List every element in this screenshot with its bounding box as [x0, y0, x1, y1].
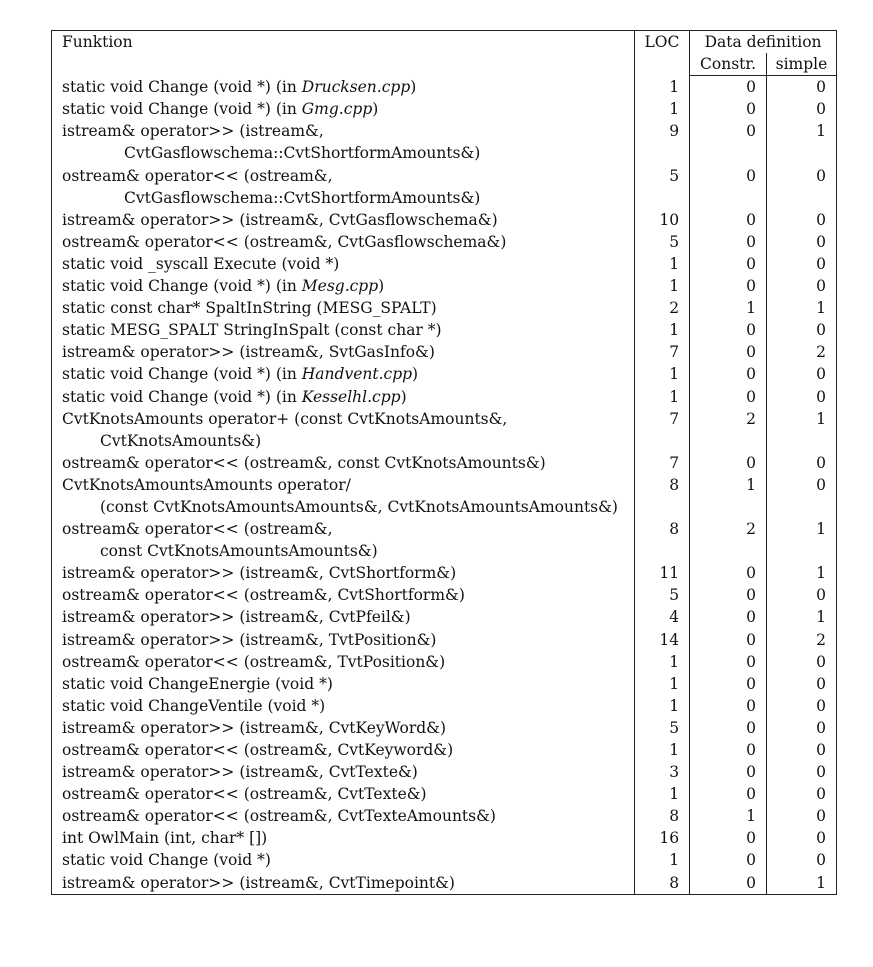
simple-cell: 0 [766, 651, 836, 673]
function-cell [52, 872, 635, 895]
function-cell [52, 673, 635, 695]
table-row [52, 606, 837, 628]
function-signature: int OwlMain (int, char* []) [62, 829, 268, 848]
function-signature: static void Change (void *) (in [62, 387, 302, 406]
function-signature: static void Change (void *) (in [62, 365, 302, 384]
table-row [52, 629, 837, 651]
table-row [52, 363, 837, 385]
function-signature-continuation: CvtGasflowschema::CvtShortformAmounts&) [124, 188, 481, 207]
simple-cell: 0 [766, 805, 836, 827]
loc-cell: 1 [634, 275, 689, 297]
table-row [52, 805, 837, 827]
function-cell [52, 275, 635, 297]
constr-cell: 0 [690, 695, 767, 717]
function-cell [52, 76, 635, 99]
header-constr: Constr. [690, 53, 767, 76]
loc-cell: 11 [634, 562, 689, 584]
function-cell [52, 363, 635, 385]
constr-cell: 0 [690, 452, 767, 474]
loc-cell: 5 [634, 165, 689, 209]
simple-cell: 0 [766, 783, 836, 805]
function-cell [52, 629, 635, 651]
loc-cell: 8 [634, 518, 689, 562]
table-row [52, 386, 837, 408]
table-row [52, 231, 837, 253]
function-cell [52, 783, 635, 805]
source-file-name: Drucksen.cpp [301, 77, 411, 96]
simple-cell: 2 [766, 629, 836, 651]
function-signature: static void Change (void *) [62, 851, 271, 870]
function-signature-tail: ) [372, 100, 379, 119]
constr-cell: 0 [690, 872, 767, 895]
function-cell [52, 209, 635, 231]
constr-cell: 0 [690, 629, 767, 651]
table-row [52, 849, 837, 871]
constr-cell: 0 [690, 827, 767, 849]
constr-cell: 0 [690, 275, 767, 297]
constr-cell: 0 [690, 363, 767, 385]
function-signature: istream& operator>> (istream&, [62, 122, 324, 141]
table-row [52, 408, 837, 452]
constr-cell: 0 [690, 98, 767, 120]
table-row [52, 673, 837, 695]
function-signature: istream& operator>> (istream&, CvtPfeil&) [62, 608, 411, 627]
constr-cell: 1 [690, 474, 767, 518]
simple-cell: 0 [766, 98, 836, 120]
loc-cell: 5 [634, 717, 689, 739]
function-signature-continuation: CvtKnotsAmounts&) [100, 431, 262, 450]
constr-cell: 0 [690, 341, 767, 363]
loc-cell: 1 [634, 783, 689, 805]
function-signature: istream& operator>> (istream&, CvtShortform&) [62, 564, 457, 583]
function-signature-tail: ) [412, 365, 419, 384]
constr-cell: 0 [690, 386, 767, 408]
source-file-name: Kesselhl.cpp [301, 387, 401, 406]
simple-cell: 0 [766, 827, 836, 849]
function-signature: CvtKnotsAmountsAmounts operator/ [62, 475, 351, 494]
function-signature: istream& operator>> (istream&, CvtTimepoint&) [62, 873, 455, 892]
function-cell [52, 717, 635, 739]
function-cell [52, 408, 635, 452]
table-row [52, 474, 837, 518]
simple-cell: 0 [766, 717, 836, 739]
simple-cell: 1 [766, 872, 836, 895]
function-signature: ostream& operator<< (ostream&, CvtShortform&) [62, 586, 465, 605]
constr-cell: 0 [690, 783, 767, 805]
loc-cell: 7 [634, 408, 689, 452]
constr-cell: 0 [690, 651, 767, 673]
function-cell [52, 165, 635, 209]
header-loc: LOC [634, 31, 689, 76]
function-signature: static const char* SpaltInString (MESG_SPALT) [62, 299, 437, 318]
function-signature: ostream& operator<< (ostream&, [62, 166, 333, 185]
function-signature-continuation: CvtGasflowschema::CvtShortformAmounts&) [124, 144, 481, 163]
loc-cell: 9 [634, 120, 689, 164]
function-cell [52, 319, 635, 341]
function-cell [52, 120, 635, 164]
table-row [52, 827, 837, 849]
function-signature: istream& operator>> (istream&, CvtGasflowschema&) [62, 210, 498, 229]
constr-cell: 0 [690, 319, 767, 341]
simple-cell: 1 [766, 606, 836, 628]
constr-cell: 0 [690, 606, 767, 628]
table-row [52, 98, 837, 120]
constr-cell: 2 [690, 518, 767, 562]
function-signature: static void Change (void *) (in [62, 100, 302, 119]
simple-cell: 0 [766, 231, 836, 253]
function-cell [52, 739, 635, 761]
simple-cell: 0 [766, 76, 836, 99]
simple-cell: 0 [766, 275, 836, 297]
constr-cell: 0 [690, 253, 767, 275]
function-signature: static MESG_SPALT StringInSpalt (const char *) [62, 321, 442, 340]
function-signature: static void _syscall Execute (void *) [62, 254, 340, 273]
header-data-definition: Data definition [690, 31, 837, 54]
simple-cell: 0 [766, 584, 836, 606]
constr-cell: 1 [690, 297, 767, 319]
simple-cell: 0 [766, 761, 836, 783]
loc-cell: 14 [634, 629, 689, 651]
loc-cell: 8 [634, 872, 689, 895]
constr-cell: 0 [690, 231, 767, 253]
loc-cell: 10 [634, 209, 689, 231]
loc-cell: 4 [634, 606, 689, 628]
table-row [52, 275, 837, 297]
function-signature: CvtKnotsAmounts operator+ (const CvtKnotsAmounts&, [62, 409, 508, 428]
constr-cell: 0 [690, 761, 767, 783]
function-signature-tail: ) [400, 387, 407, 406]
function-cell [52, 253, 635, 275]
simple-cell: 0 [766, 209, 836, 231]
function-cell [52, 231, 635, 253]
simple-cell: 1 [766, 120, 836, 164]
constr-cell: 0 [690, 849, 767, 871]
function-signature: istream& operator>> (istream&, SvtGasInfo&) [62, 343, 435, 362]
function-signature: istream& operator>> (istream&, TvtPosition&) [62, 630, 437, 649]
simple-cell: 1 [766, 297, 836, 319]
table-row [52, 253, 837, 275]
function-signature: ostream& operator<< (ostream&, [62, 520, 333, 539]
loc-cell: 16 [634, 827, 689, 849]
table-row [52, 717, 837, 739]
loc-cell: 1 [634, 363, 689, 385]
function-cell [52, 827, 635, 849]
header-funktion: Funktion [52, 31, 635, 76]
function-signature: ostream& operator<< (ostream&, const CvtKnotsAmounts&) [62, 453, 546, 472]
simple-cell: 0 [766, 474, 836, 518]
constr-cell: 0 [690, 120, 767, 164]
table-row [52, 518, 837, 562]
source-file-name: Gmg.cpp [301, 100, 373, 119]
table-row [52, 452, 837, 474]
function-signature-tail: ) [410, 77, 417, 96]
function-cell [52, 584, 635, 606]
table-row [52, 562, 837, 584]
loc-cell: 1 [634, 849, 689, 871]
loc-cell: 1 [634, 76, 689, 99]
loc-cell: 5 [634, 231, 689, 253]
constr-cell: 0 [690, 209, 767, 231]
simple-cell: 0 [766, 452, 836, 474]
function-cell [52, 341, 635, 363]
header-row [52, 31, 837, 54]
table-row [52, 120, 837, 164]
constr-cell: 0 [690, 717, 767, 739]
function-signature: ostream& operator<< (ostream&, TvtPosition&) [62, 652, 446, 671]
table-row [52, 165, 837, 209]
simple-cell: 1 [766, 518, 836, 562]
table-row [52, 761, 837, 783]
function-signature: ostream& operator<< (ostream&, CvtGasflowschema&) [62, 232, 507, 251]
function-cell [52, 297, 635, 319]
simple-cell: 0 [766, 319, 836, 341]
function-signature: istream& operator>> (istream&, CvtTexte&) [62, 763, 418, 782]
loc-cell: 7 [634, 452, 689, 474]
function-cell [52, 452, 635, 474]
table-row [52, 76, 837, 99]
loc-table [51, 30, 837, 895]
constr-cell: 0 [690, 165, 767, 209]
function-cell [52, 518, 635, 562]
loc-cell: 1 [634, 673, 689, 695]
constr-cell: 1 [690, 805, 767, 827]
function-signature-tail: ) [378, 277, 385, 296]
constr-cell: 0 [690, 673, 767, 695]
table-row [52, 739, 837, 761]
table-row [52, 695, 837, 717]
loc-cell: 8 [634, 474, 689, 518]
loc-cell: 1 [634, 319, 689, 341]
table-row [52, 209, 837, 231]
function-cell [52, 386, 635, 408]
table-row [52, 584, 837, 606]
loc-cell: 5 [634, 584, 689, 606]
table-row [52, 341, 837, 363]
function-signature-continuation: const CvtKnotsAmountsAmounts&) [100, 542, 378, 561]
function-cell [52, 474, 635, 518]
simple-cell: 0 [766, 165, 836, 209]
function-signature: istream& operator>> (istream&, CvtKeyWord&) [62, 718, 447, 737]
loc-cell: 8 [634, 805, 689, 827]
table-row [52, 872, 837, 895]
simple-cell: 0 [766, 739, 836, 761]
loc-cell: 1 [634, 386, 689, 408]
function-cell [52, 805, 635, 827]
source-file-name: Mesg.cpp [301, 277, 379, 296]
constr-cell: 0 [690, 584, 767, 606]
constr-cell: 0 [690, 76, 767, 99]
loc-cell: 1 [634, 98, 689, 120]
function-signature: static void Change (void *) (in [62, 277, 302, 296]
constr-cell: 0 [690, 739, 767, 761]
simple-cell: 0 [766, 363, 836, 385]
function-signature: static void Change (void *) (in [62, 77, 302, 96]
loc-cell: 2 [634, 297, 689, 319]
table-row [52, 651, 837, 673]
function-cell [52, 761, 635, 783]
constr-cell: 2 [690, 408, 767, 452]
simple-cell: 2 [766, 341, 836, 363]
function-signature-continuation: (const CvtKnotsAmountsAmounts&, CvtKnotsAmountsAmounts&) [100, 497, 618, 516]
constr-cell: 0 [690, 562, 767, 584]
loc-cell: 1 [634, 695, 689, 717]
header-simple: simple [766, 53, 836, 76]
function-cell [52, 98, 635, 120]
function-signature: ostream& operator<< (ostream&, CvtTexte&) [62, 785, 427, 804]
simple-cell: 0 [766, 695, 836, 717]
loc-cell: 3 [634, 761, 689, 783]
function-cell [52, 849, 635, 871]
function-signature: static void ChangeVentile (void *) [62, 696, 326, 715]
loc-cell: 7 [634, 341, 689, 363]
function-cell [52, 562, 635, 584]
function-cell [52, 606, 635, 628]
simple-cell: 1 [766, 562, 836, 584]
loc-cell: 1 [634, 253, 689, 275]
function-signature: ostream& operator<< (ostream&, CvtTexteAmounts&) [62, 807, 496, 826]
table-row [52, 783, 837, 805]
source-file-name: Handvent.cpp [301, 365, 413, 384]
simple-cell: 0 [766, 253, 836, 275]
table-row [52, 319, 837, 341]
function-cell [52, 695, 635, 717]
simple-cell: 0 [766, 849, 836, 871]
loc-cell: 1 [634, 739, 689, 761]
simple-cell: 0 [766, 386, 836, 408]
function-signature: ostream& operator<< (ostream&, CvtKeyword&) [62, 741, 454, 759]
function-cell [52, 651, 635, 673]
simple-cell: 1 [766, 408, 836, 452]
function-signature: static void ChangeEnergie (void *) [62, 674, 333, 693]
loc-cell: 1 [634, 651, 689, 673]
table-row [52, 297, 837, 319]
simple-cell: 0 [766, 673, 836, 695]
